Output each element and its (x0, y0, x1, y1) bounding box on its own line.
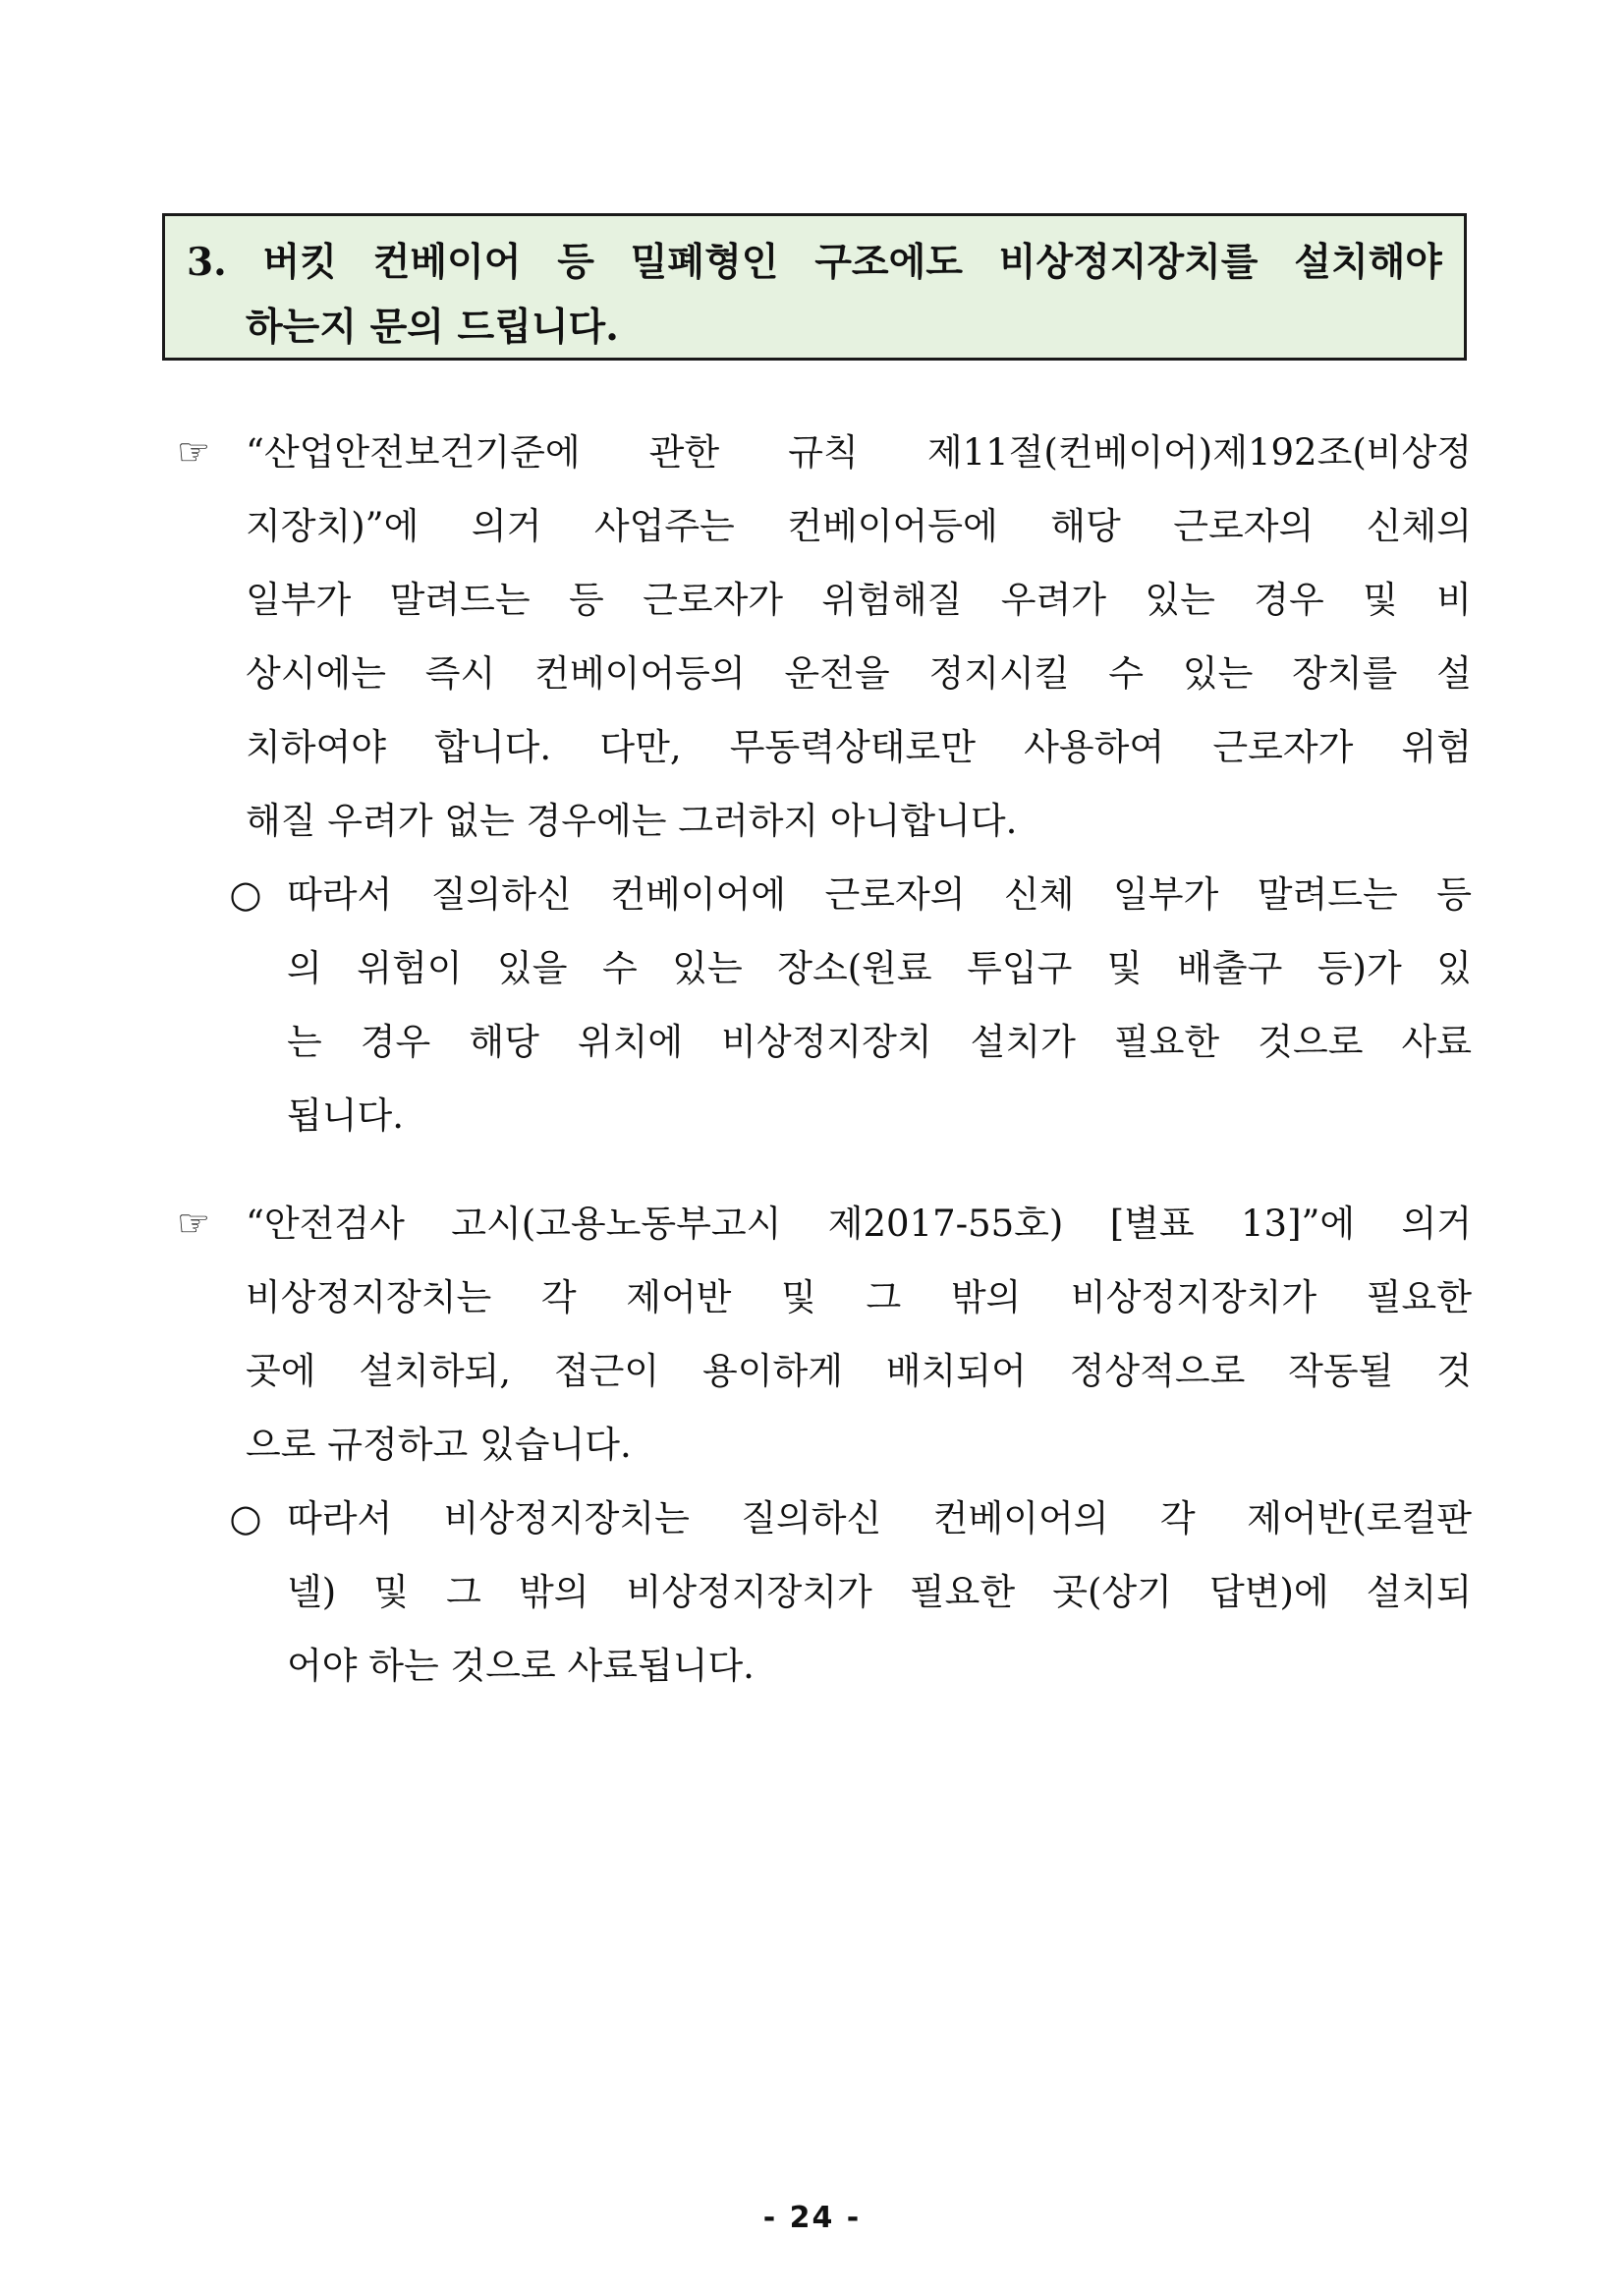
question-line-2: 하는지 문의 드립니다. (246, 305, 619, 350)
answer-1-line: 상시에는 즉시 컨베이어등의 운전을 정지시킬 수 있는 장치를 설 (246, 652, 1472, 695)
answer-2-line: 으로 규정하고 있습니다. (246, 1424, 632, 1466)
answer-1-line: ☞ “산업안전보건기준에 관한 규칙 제11절(컨베이어)제192조(비상정 (177, 416, 1472, 489)
circle-bullet-icon: ○ (229, 1496, 262, 1540)
pointing-hand-icon: ☞ (177, 1202, 211, 1245)
page-number: - 24 - (762, 2201, 862, 2235)
answer-section-2 (177, 1187, 1472, 1703)
answer-1-line: 지장치)”에 의거 사업주는 컨베이어등에 해당 근로자의 신체의 (246, 505, 1472, 547)
answer-1-line: 해질 우려가 없는 경우에는 그러하지 아니합니다. (246, 800, 1018, 842)
answer-1-sub-line: 의 위험이 있을 수 있는 장소(원료 투입구 및 배출구 등)가 있 (287, 947, 1472, 989)
answer-2-line: 곳에 설치하되, 접근이 용이하게 배치되어 정상적으로 작동될 것 (246, 1350, 1472, 1392)
answer-section-1 (177, 416, 1472, 1152)
question-line-1: 3. 버킷 컨베이어 등 밀폐형인 구조에도 비상정지장치를 설치해야 (187, 240, 1442, 285)
answer-1-sub-line: ○ 따라서 질의하신 컨베이어에 근로자의 신체 일부가 말려드는 등 (177, 858, 1472, 931)
answer-2-sub-line: 어야 하는 것으로 사료됩니다. (287, 1645, 755, 1687)
circle-bullet-icon: ○ (229, 872, 262, 916)
question-box (162, 213, 1467, 361)
answer-2-line: 비상정지장치는 각 제어반 및 그 밖의 비상정지장치가 필요한 (246, 1276, 1472, 1318)
answer-2-line: ☞ “안전검사 고시(고용노동부고시 제2017-55호) [별표 13]”에 의거 (177, 1187, 1472, 1260)
answer-2-sub-line: ○ 따라서 비상정지장치는 질의하신 컨베이어의 각 제어반(로컬판 (177, 1482, 1472, 1555)
answer-1-sub-line: 는 경우 해당 위치에 비상정지장치 설치가 필요한 것으로 사료 (287, 1021, 1472, 1063)
answer-1-sub-line: 됩니다. (287, 1094, 404, 1137)
pointing-hand-icon: ☞ (177, 430, 211, 474)
answer-1-line: 일부가 말려드는 등 근로자가 위험해질 우려가 있는 경우 및 비 (246, 579, 1472, 621)
answer-1-line: 치하여야 합니다. 다만, 무동력상태로만 사용하여 근로자가 위험 (246, 726, 1472, 768)
answer-2-sub-line: 넬) 및 그 밖의 비상정지장치가 필요한 곳(상기 답변)에 설치되 (287, 1571, 1472, 1613)
